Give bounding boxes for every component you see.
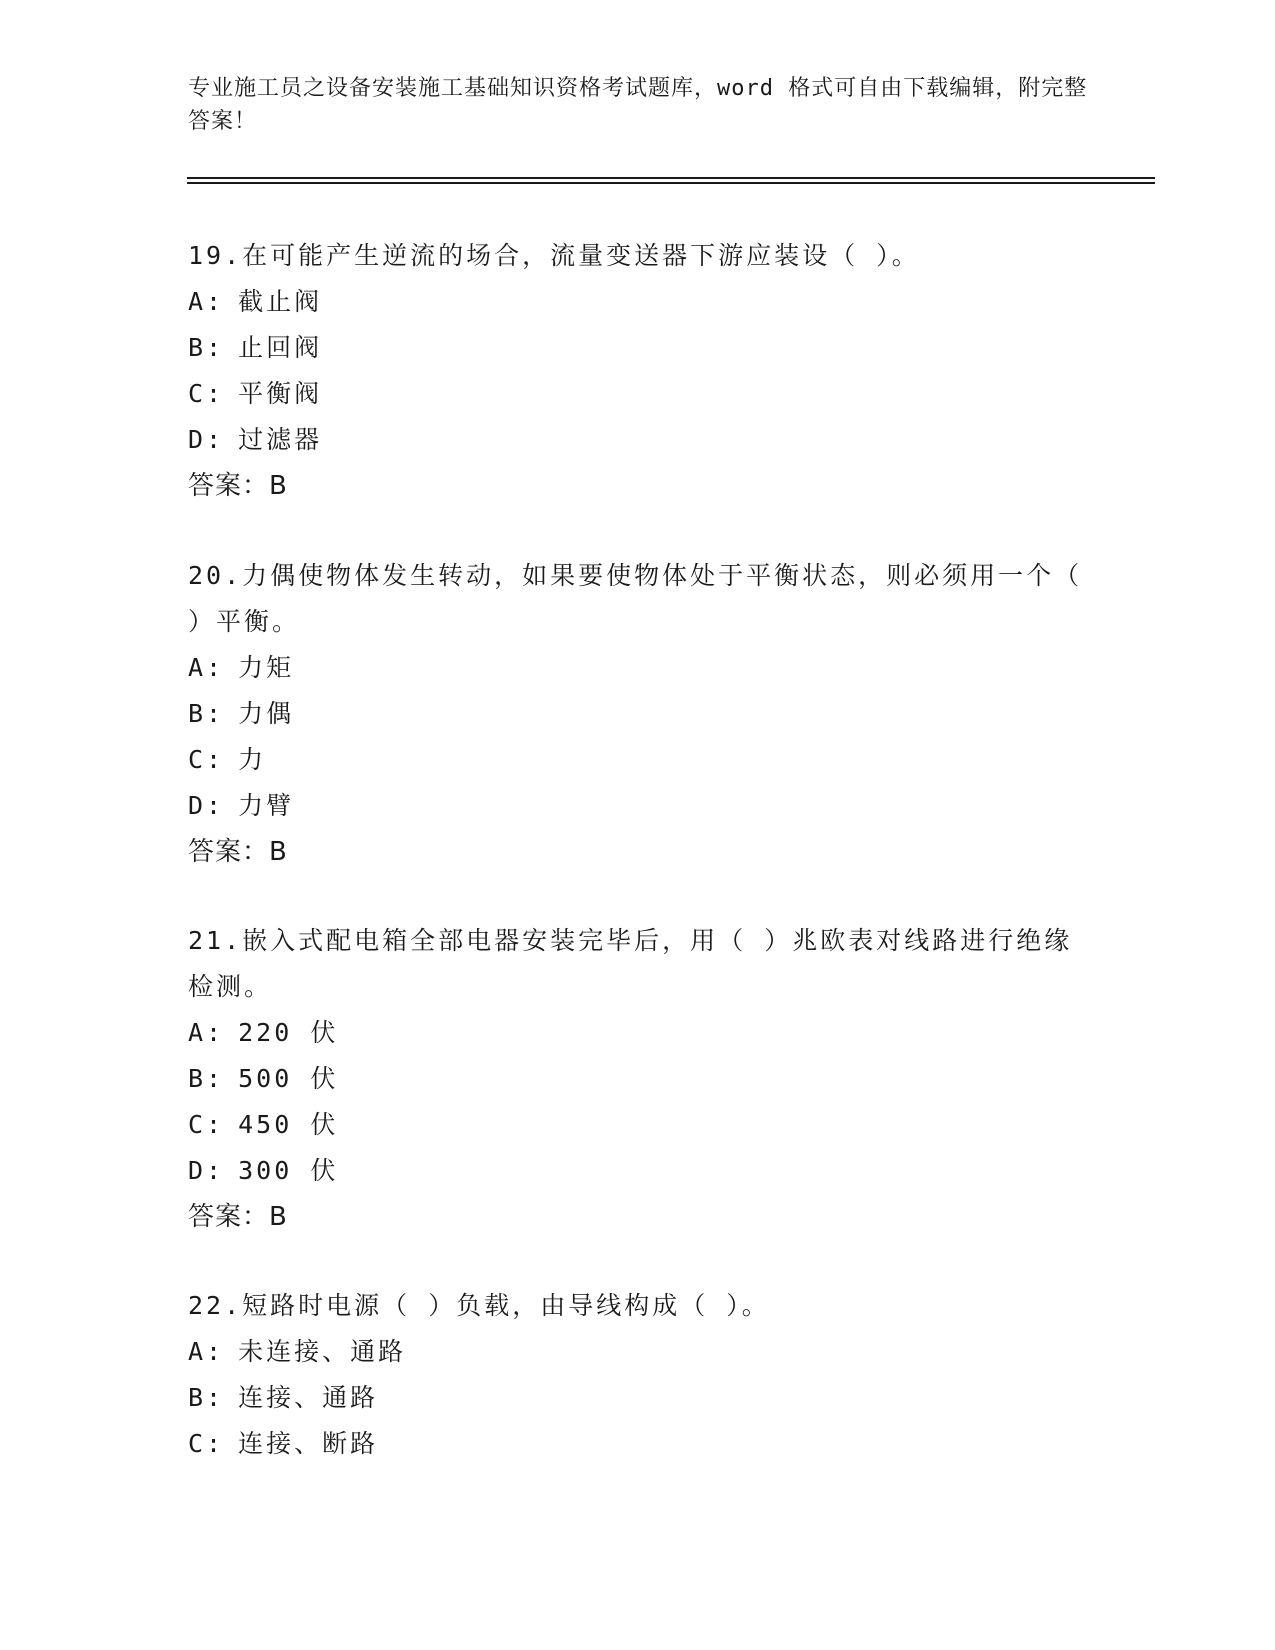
- question-20: [188, 553, 1088, 875]
- option-letter: A:: [188, 653, 225, 682]
- option-letter: A:: [188, 287, 225, 316]
- option-letter: D:: [188, 791, 225, 820]
- option-d: [188, 417, 1088, 463]
- option-text: 力: [238, 745, 267, 774]
- option-text: 300 伏: [238, 1156, 339, 1185]
- option-d: [188, 783, 1088, 829]
- header-rule-top: [187, 177, 1155, 179]
- option-letter: B:: [188, 333, 225, 362]
- option-a: [188, 279, 1088, 325]
- option-text: 平衡阀: [238, 379, 323, 408]
- option-text: 未连接、通路: [238, 1337, 407, 1366]
- option-b: [188, 325, 1088, 371]
- question-stem: 21.嵌入式配电箱全部电器安装完毕后，用（ ）兆欧表对线路进行绝缘检测。: [188, 926, 1073, 1001]
- question-19: [188, 233, 1088, 509]
- header-rule-bottom: [187, 182, 1155, 184]
- option-d: [188, 1148, 1088, 1194]
- option-letter: C:: [188, 745, 225, 774]
- option-letter: A:: [188, 1337, 225, 1366]
- answer-line: 答案：B: [188, 1202, 288, 1232]
- option-c: [188, 371, 1088, 417]
- option-letter: B:: [188, 1064, 225, 1093]
- question-stem: 19.在可能产生逆流的场合，流量变送器下游应装设（ ）。: [188, 241, 920, 270]
- option-text: 450 伏: [238, 1110, 339, 1139]
- option-b: [188, 1056, 1088, 1102]
- option-text: 止回阀: [238, 333, 323, 362]
- option-text: 过滤器: [238, 425, 323, 454]
- option-letter: D:: [188, 1156, 225, 1185]
- option-letter: A:: [188, 1018, 225, 1047]
- option-text: 力偶: [238, 699, 295, 728]
- answer-line: 答案：B: [188, 471, 288, 501]
- option-letter: B:: [188, 1383, 225, 1412]
- option-b: [188, 691, 1088, 737]
- answer-line: 答案：B: [188, 837, 288, 867]
- option-c: [188, 1421, 1088, 1467]
- option-text: 力矩: [238, 653, 295, 682]
- option-a: [188, 1329, 1088, 1375]
- option-text: 连接、断路: [238, 1429, 379, 1458]
- question-21: [188, 918, 1088, 1240]
- question-stem: 22.短路时电源（ ）负载，由导线构成（ ）。: [188, 1291, 770, 1320]
- option-text: 力臂: [238, 791, 295, 820]
- option-text: 连接、通路: [238, 1383, 379, 1412]
- option-letter: C:: [188, 379, 225, 408]
- option-letter: C:: [188, 1110, 225, 1139]
- option-c: [188, 737, 1088, 783]
- option-text: 220 伏: [238, 1018, 339, 1047]
- question-stem: 20.力偶使物体发生转动，如果要使物体处于平衡状态，则必须用一个（ ）平衡。: [188, 561, 1083, 636]
- option-c: [188, 1102, 1088, 1148]
- option-letter: B:: [188, 699, 225, 728]
- option-b: [188, 1375, 1088, 1421]
- option-text: 截止阀: [238, 287, 323, 316]
- option-a: [188, 645, 1088, 691]
- option-letter: C:: [188, 1429, 225, 1458]
- option-a: [188, 1010, 1088, 1056]
- document-header: 专业施工员之设备安装施工基础知识资格考试题库，word 格式可自由下载编辑，附完整答案！: [188, 76, 1088, 134]
- question-22: [188, 1283, 1088, 1467]
- option-text: 500 伏: [238, 1064, 339, 1093]
- option-letter: D:: [188, 425, 225, 454]
